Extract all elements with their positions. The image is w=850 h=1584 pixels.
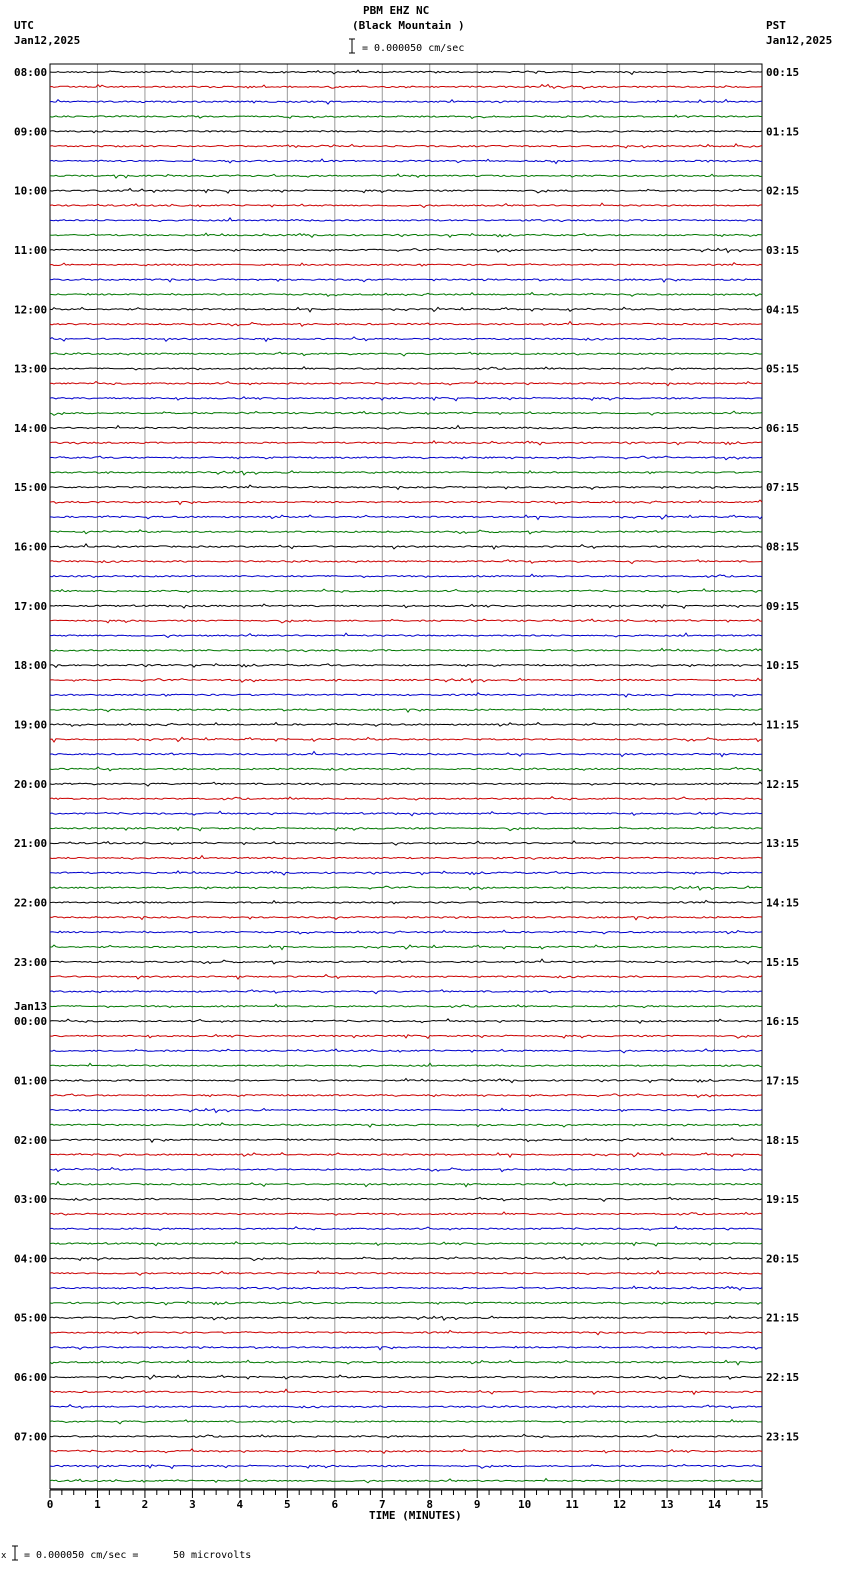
seismic-trace bbox=[50, 1330, 762, 1334]
pst-hour-label: 01:15 bbox=[766, 125, 800, 139]
utc-hour-label: 16:00 bbox=[14, 540, 48, 554]
utc-hour-label: 04:00 bbox=[14, 1252, 48, 1266]
minute-gridlines bbox=[50, 64, 762, 1489]
seismic-trace bbox=[50, 945, 762, 950]
seismic-traces bbox=[50, 70, 762, 1483]
seismic-trace bbox=[50, 1168, 762, 1172]
x-tick-label: 8 bbox=[426, 1498, 434, 1511]
x-tick-label: 14 bbox=[707, 1498, 722, 1511]
seismic-trace bbox=[50, 841, 762, 845]
seismic-trace bbox=[50, 189, 762, 194]
seismic-trace bbox=[50, 1123, 762, 1127]
pst-hour-label: 15:15 bbox=[766, 955, 800, 969]
seismic-trace bbox=[50, 619, 762, 623]
seismic-trace bbox=[50, 1434, 762, 1437]
utc-hour-label: 07:00 bbox=[14, 1430, 48, 1444]
footer-microvolts: 50 microvolts bbox=[173, 1550, 252, 1561]
right-timezone: PST bbox=[766, 19, 786, 32]
seismic-trace bbox=[50, 1375, 762, 1379]
utc-hour-label: 00:00 bbox=[14, 1015, 48, 1029]
seismic-trace bbox=[50, 1049, 762, 1053]
seismic-trace bbox=[50, 782, 762, 786]
utc-hour-label: 11:00 bbox=[14, 243, 48, 257]
utc-hour-label: 15:00 bbox=[14, 481, 48, 495]
seismic-trace bbox=[50, 249, 762, 253]
seismic-trace bbox=[50, 115, 762, 118]
right-date: Jan12,2025 bbox=[766, 34, 833, 47]
x-tick-label: 2 bbox=[141, 1498, 149, 1511]
seismic-trace bbox=[50, 1286, 762, 1290]
utc-hour-label: 05:00 bbox=[14, 1311, 48, 1325]
pst-hour-label: 03:15 bbox=[766, 243, 800, 257]
seismic-trace bbox=[50, 811, 762, 816]
station-location: (Black Mountain ) bbox=[352, 19, 465, 32]
x-tick-label: 6 bbox=[331, 1498, 339, 1511]
seismic-trace bbox=[50, 1212, 762, 1215]
seismic-trace bbox=[50, 1108, 762, 1112]
time-axis bbox=[47, 1490, 769, 1511]
left-timezone: UTC bbox=[14, 19, 34, 32]
seismic-trace bbox=[50, 218, 762, 222]
pst-hour-label: 02:15 bbox=[766, 184, 800, 198]
seismic-trace bbox=[50, 1405, 762, 1409]
seismic-trace bbox=[50, 917, 762, 920]
utc-hour-label: 13:00 bbox=[14, 362, 48, 376]
pst-hour-label: 21:15 bbox=[766, 1311, 800, 1325]
footer-scale-text: = 0.000050 cm/sec = bbox=[24, 1550, 139, 1561]
x-tick-label: 7 bbox=[378, 1498, 386, 1511]
seismic-trace bbox=[50, 693, 762, 697]
seismic-trace bbox=[50, 959, 762, 964]
seismic-trace bbox=[50, 159, 762, 164]
x-tick-label: 5 bbox=[284, 1498, 291, 1511]
utc-hour-label: 22:00 bbox=[14, 896, 48, 910]
seismic-trace bbox=[50, 1420, 762, 1424]
seismic-trace bbox=[50, 1242, 762, 1246]
seismic-trace bbox=[50, 1079, 762, 1083]
seismic-trace bbox=[50, 426, 762, 430]
seismic-trace bbox=[50, 1063, 762, 1067]
pst-hour-label: 06:15 bbox=[766, 421, 800, 435]
seismic-trace bbox=[50, 574, 762, 577]
seismic-trace bbox=[50, 990, 762, 994]
pst-hour-label: 20:15 bbox=[766, 1252, 800, 1266]
seismic-trace bbox=[50, 500, 762, 504]
seismic-trace bbox=[50, 797, 762, 800]
utc-hour-label: 17:00 bbox=[14, 599, 48, 613]
utc-hour-label: 14:00 bbox=[14, 421, 48, 435]
plot-frame bbox=[50, 64, 762, 1489]
pst-hour-label: 19:15 bbox=[766, 1193, 800, 1207]
seismic-trace bbox=[50, 752, 762, 757]
seismic-trace bbox=[50, 203, 762, 207]
seismic-trace bbox=[50, 322, 762, 327]
pst-hour-label: 16:15 bbox=[766, 1015, 800, 1029]
seismic-trace bbox=[50, 485, 762, 489]
pst-hour-label: 22:15 bbox=[766, 1371, 800, 1385]
seismic-trace bbox=[50, 1465, 762, 1469]
utc-hour-label: 23:00 bbox=[14, 955, 48, 969]
seismic-trace bbox=[50, 900, 762, 903]
seismic-trace bbox=[50, 1035, 762, 1039]
seismic-trace bbox=[50, 678, 762, 682]
seismic-trace bbox=[50, 100, 762, 105]
footer-scale-bar-icon bbox=[12, 1546, 18, 1560]
seismic-trace bbox=[50, 1019, 762, 1023]
pst-hour-label: 07:15 bbox=[766, 481, 800, 495]
x-tick-label: 13 bbox=[660, 1498, 674, 1511]
seismic-trace bbox=[50, 515, 762, 520]
pst-hour-label: 05:15 bbox=[766, 362, 800, 376]
x-tick-label: 10 bbox=[518, 1498, 532, 1511]
utc-hour-label: 06:00 bbox=[14, 1371, 48, 1385]
seismic-trace bbox=[50, 827, 762, 831]
seismic-trace bbox=[50, 1316, 762, 1320]
x-tick-label: 4 bbox=[236, 1498, 244, 1511]
seismic-trace bbox=[50, 1389, 762, 1394]
seismic-trace bbox=[50, 441, 762, 445]
seismic-trace bbox=[50, 930, 762, 934]
utc-hour-label: 20:00 bbox=[14, 777, 48, 791]
pst-hour-label: 00:15 bbox=[766, 66, 800, 79]
utc-hour-label: 08:00 bbox=[14, 66, 48, 79]
seismic-trace bbox=[50, 174, 762, 178]
seismic-trace bbox=[50, 293, 762, 297]
pst-hour-label: 14:15 bbox=[766, 896, 800, 910]
utc-hour-label: 18:00 bbox=[14, 659, 48, 673]
seismic-trace bbox=[50, 604, 762, 608]
pst-hour-label: 08:15 bbox=[766, 540, 800, 554]
utc-hour-label: 19:00 bbox=[14, 718, 48, 732]
pst-hour-label: 12:15 bbox=[766, 777, 800, 791]
seismic-trace bbox=[50, 1182, 762, 1187]
x-axis-title: TIME (MINUTES) bbox=[369, 1509, 462, 1522]
seismic-trace bbox=[50, 1301, 762, 1305]
seismic-trace bbox=[50, 1138, 762, 1142]
seismic-trace bbox=[50, 664, 762, 668]
seismic-trace bbox=[50, 530, 762, 534]
seismic-trace bbox=[50, 381, 762, 385]
seismic-trace bbox=[50, 1271, 762, 1275]
seismic-trace bbox=[50, 871, 762, 875]
seismic-trace bbox=[50, 307, 762, 312]
seismic-trace bbox=[50, 648, 762, 651]
seismic-trace bbox=[50, 1094, 762, 1098]
date-change-label: Jan13 bbox=[14, 1000, 48, 1014]
x-tick-label: 9 bbox=[473, 1498, 481, 1511]
seismic-trace bbox=[50, 544, 762, 549]
seismic-trace bbox=[50, 263, 762, 266]
seismic-trace bbox=[50, 886, 762, 890]
seismic-trace bbox=[50, 767, 762, 771]
seismic-trace bbox=[50, 131, 762, 133]
seismic-trace bbox=[50, 856, 762, 860]
x-tick-label: 0 bbox=[46, 1498, 54, 1511]
utc-hour-label: 03:00 bbox=[14, 1193, 48, 1207]
pst-hour-label: 13:15 bbox=[766, 837, 800, 851]
pst-hour-label: 11:15 bbox=[766, 718, 800, 732]
seismic-trace bbox=[50, 1197, 762, 1201]
pst-hour-label: 04:15 bbox=[766, 303, 800, 317]
seismic-trace bbox=[50, 233, 762, 237]
seismic-trace bbox=[50, 456, 762, 460]
seismic-trace bbox=[50, 471, 762, 475]
utc-hour-label: 10:00 bbox=[14, 184, 48, 198]
seismic-trace bbox=[50, 70, 762, 74]
utc-hour-label: 21:00 bbox=[14, 837, 48, 851]
seismic-trace bbox=[50, 633, 762, 637]
header-scale-text: = 0.000050 cm/sec bbox=[362, 43, 465, 54]
pst-hour-label: 10:15 bbox=[766, 659, 800, 673]
utc-hour-label: 09:00 bbox=[14, 125, 48, 139]
station-title: PBM EHZ NC bbox=[363, 4, 430, 17]
utc-hour-label: 12:00 bbox=[14, 303, 48, 317]
seismic-trace bbox=[50, 397, 762, 401]
pst-hour-label: 23:15 bbox=[766, 1430, 800, 1444]
seismic-trace bbox=[50, 1227, 762, 1231]
pst-hour-label: 18:15 bbox=[766, 1133, 800, 1147]
seismic-trace bbox=[50, 709, 762, 713]
seismic-trace bbox=[50, 723, 762, 727]
x-tick-label: 3 bbox=[189, 1498, 196, 1511]
seismic-trace bbox=[50, 1479, 762, 1483]
utc-hour-label: 01:00 bbox=[14, 1074, 48, 1088]
seismic-trace bbox=[50, 1004, 762, 1007]
seismic-trace bbox=[50, 144, 762, 148]
header-scale-bar-icon bbox=[349, 39, 355, 53]
pst-hour-label: 17:15 bbox=[766, 1074, 800, 1088]
seismic-trace bbox=[50, 1449, 762, 1453]
seismic-trace bbox=[50, 1360, 762, 1365]
left-date: Jan12,2025 bbox=[14, 34, 81, 47]
seismic-trace bbox=[50, 737, 762, 742]
x-tick-label: 11 bbox=[565, 1498, 579, 1511]
seismic-trace bbox=[50, 367, 762, 370]
x-tick-label: 12 bbox=[612, 1498, 627, 1511]
seismic-trace bbox=[50, 1257, 762, 1261]
x-tick-label: 15 bbox=[755, 1498, 769, 1511]
seismic-trace bbox=[50, 589, 762, 593]
seismic-trace bbox=[50, 337, 762, 342]
footer-prefix: x bbox=[1, 1551, 7, 1561]
x-tick-label: 1 bbox=[94, 1498, 101, 1511]
seismic-trace bbox=[50, 411, 762, 415]
seismic-trace bbox=[50, 279, 762, 282]
seismic-trace bbox=[50, 352, 762, 356]
seismic-trace bbox=[50, 975, 762, 980]
seismic-trace bbox=[50, 1346, 762, 1350]
seismic-trace bbox=[50, 560, 762, 564]
seismic-trace bbox=[50, 1153, 762, 1158]
seismic-trace bbox=[50, 85, 762, 89]
utc-hour-label: 02:00 bbox=[14, 1133, 48, 1147]
pst-hour-label: 09:15 bbox=[766, 599, 800, 613]
